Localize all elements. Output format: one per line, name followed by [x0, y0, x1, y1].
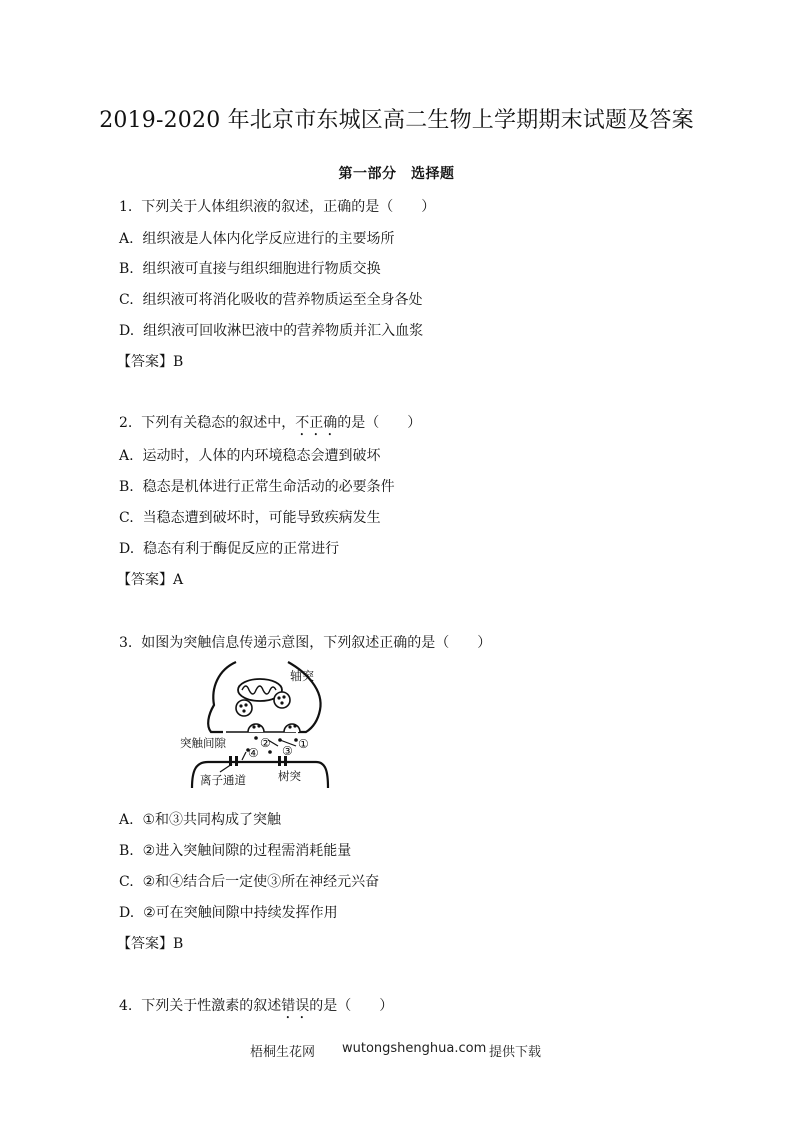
synapse-diagram — [178, 660, 338, 790]
question-2-stem — [119, 414, 421, 439]
question-3-option-c: C. ②和④结合后一定使③所在神经元兴奋 — [119, 874, 380, 890]
question-4-stem-pre: 4. 下列关于性激素的叙述 — [119, 998, 282, 1014]
question-1-answer: 【答案】B — [117, 354, 184, 370]
question-4-stem — [119, 997, 393, 1022]
page-footer — [0, 1041, 793, 1061]
question-4-stem-post: 的是（ ） — [309, 998, 394, 1014]
document-title: 2019-2020 年北京市东城区高二生物上学期期末试题及答案 — [99, 108, 694, 133]
label-4: ④ — [248, 746, 259, 760]
question-3-option-b: B. ②进入突触间隙的过程需消耗能量 — [119, 843, 352, 859]
question-3-answer: 【答案】B — [117, 936, 184, 952]
question-3-option-d: D. ②可在突触间隙中持续发挥作用 — [119, 905, 338, 921]
question-1-option-a: A. 组织液是人体内化学反应进行的主要场所 — [119, 231, 395, 247]
question-3-stem: 3. 如图为突触信息传递示意图，下列叙述正确的是（ ） — [119, 635, 492, 651]
question-2-stem-pre: 2. 下列有关稳态的叙述中， — [119, 415, 296, 431]
question-1-option-b: B. 组织液可直接与组织细胞进行物质交换 — [119, 261, 381, 277]
question-2-answer: 【答案】A — [117, 572, 184, 588]
question-2-option-d: D. 稳态有利于酶促反应的正常进行 — [119, 541, 340, 557]
footer-note: 提供下载 — [489, 1045, 542, 1060]
question-1-option-c: C. 组织液可将消化吸收的营养物质运至全身各处 — [119, 292, 423, 308]
presynaptic-membrane-left — [208, 662, 236, 732]
section-heading: 第一部分 选择题 — [338, 166, 455, 182]
label-1: ① — [298, 737, 309, 751]
label-2: ② — [260, 736, 271, 750]
question-3-option-a: A. ①和③共同构成了突触 — [119, 812, 282, 828]
footer-site-name: 梧桐生花网 — [250, 1045, 316, 1060]
label-synaptic-cleft: 突触间隙 — [180, 736, 226, 750]
question-2-option-a: A. 运动时，人体的内环境稳态会遭到破坏 — [119, 448, 381, 464]
question-1-stem: 1. 下列关于人体组织液的叙述，正确的是（ ） — [119, 199, 436, 215]
question-2-stem-emphasis: 不正确 — [295, 415, 338, 431]
vesicle-icon — [284, 724, 300, 732]
question-2-option-b: B. 稳态是机体进行正常生命活动的必要条件 — [119, 479, 395, 495]
label-dendrite: 树突 — [278, 769, 301, 783]
label-3: ③ — [282, 744, 293, 758]
label-ion-channel: 离子通道 — [200, 773, 246, 787]
vesicle-icon — [236, 700, 252, 716]
question-4-stem-emphasis: 错误 — [281, 998, 310, 1014]
question-2-option-c: C. 当稳态遭到破坏时，可能导致疾病发生 — [119, 510, 381, 526]
question-2-stem-post: 的是（ ） — [337, 415, 422, 431]
label-axon: 轴突 — [290, 669, 315, 683]
question-1-option-d: D. 组织液可回收淋巴液中的营养物质并汇入血浆 — [119, 323, 424, 339]
vesicle-icon — [274, 692, 290, 708]
vesicle-icon — [248, 724, 264, 732]
footer-url[interactable]: wutongshenghua.com — [342, 1041, 487, 1056]
